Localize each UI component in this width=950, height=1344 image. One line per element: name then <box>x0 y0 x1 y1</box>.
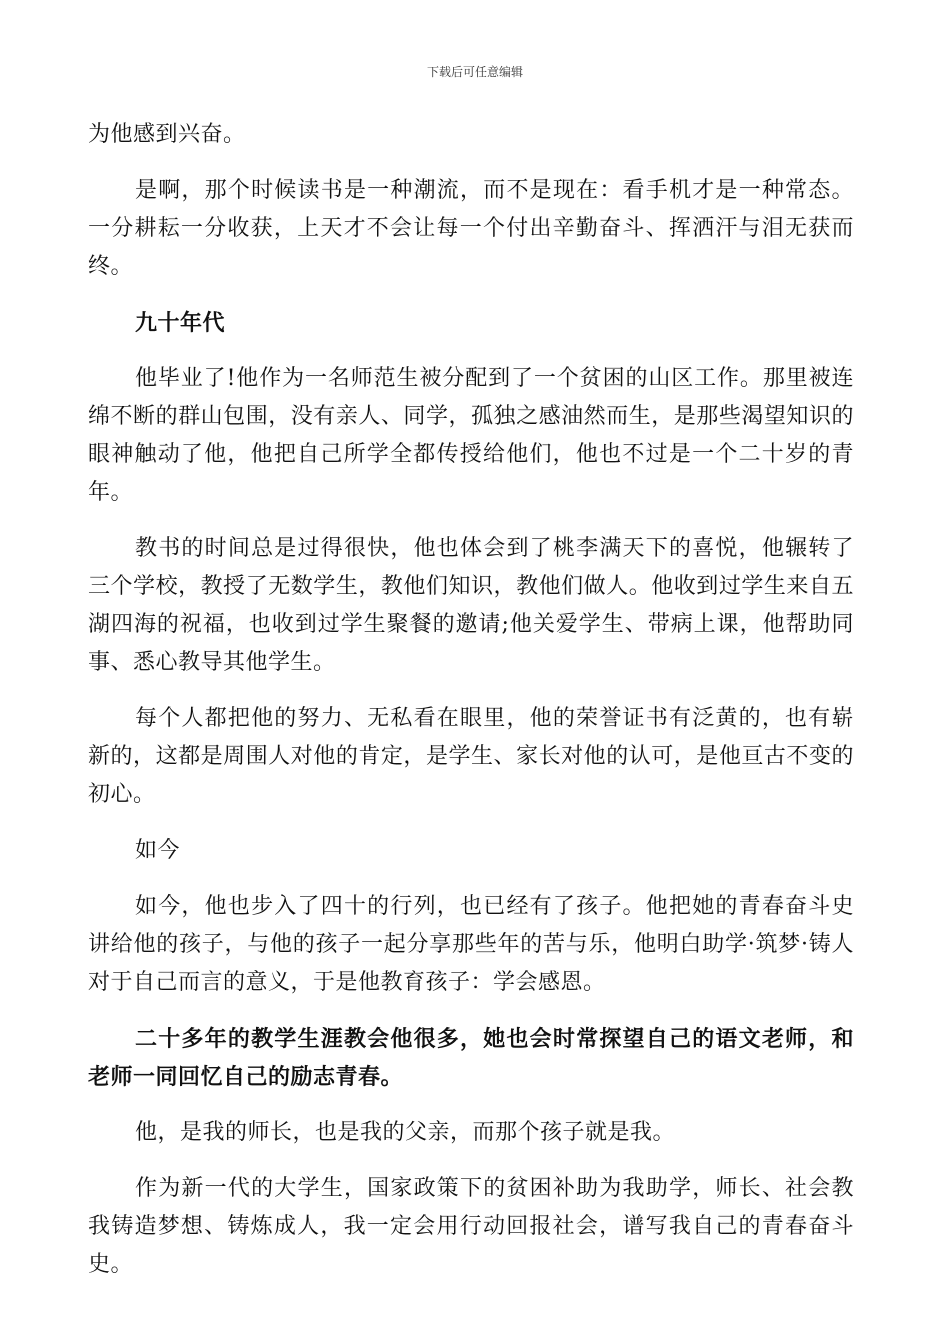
paragraph-reading-trend: 是啊，那个时候读书是一种潮流，而不是现在：看手机才是一种常态。一分耕耘一分收获，上天才不会让每一个付出辛勤奋斗、挥洒汗与泪无获而终。 <box>88 178 854 279</box>
page-header: 下载后可任意编辑 <box>426 65 523 79</box>
paragraph-nowadays: 如今，他也步入了四十的行列，也已经有了孩子。他把她的青春奋斗史讲给他的孩子，与他的孩子一起分享那些年的苦与乐，他明白助学·筑梦·铸人对于自己而言的意义，于是他教育孩子：学会感恩。 <box>88 894 854 995</box>
paragraph-continuation: 为他感到兴奋。 <box>88 122 246 147</box>
paragraph-graduation: 他毕业了!他作为一名师范生被分配到了一个贫困的山区工作。那里被连绵不断的群山包围，没有亲人、同学，孤独之感油然而生，是那些渴望知识的眼神触动了他，他把自己所学全都传授给他们，他也不过是一个二十岁的青年。 <box>88 366 854 505</box>
paragraph-teaching-career: 二十多年的教学生涯教会他很多，她也会时常探望自己的语文老师，和老师一同回忆自己的励志青春。 <box>88 1026 854 1090</box>
document-body <box>88 116 854 1302</box>
paragraph-father: 他，是我的师长，也是我的父亲，而那个孩子就是我。 <box>135 1120 676 1145</box>
paragraph-teaching-years: 教书的时间总是过得很快，他也体会到了桃李满天下的喜悦，他辗转了三个学校，教授了无数学生，教他们知识，教他们做人。他收到过学生来自五湖四海的祝福，也收到过学生聚餐的邀请;他关爱学生、带病上课，他帮助同事、悉心教导其他学生。 <box>88 536 854 675</box>
section-heading-nineties: 九十年代 <box>135 310 226 336</box>
section-heading-nowadays: 如今 <box>135 838 181 863</box>
paragraph-honors: 每个人都把他的努力、无私看在眼里，他的荣誉证书有泛黄的，也有崭新的，这都是周围人对他的肯定，是学生、家长对他的认可，是他亘古不变的初心。 <box>88 706 854 807</box>
paragraph-new-generation: 作为新一代的大学生，国家政策下的贫困补助为我助学，师长、社会教我铸造梦想、铸炼成人，我一定会用行动回报社会，谱写我自己的青春奋斗史。 <box>88 1176 854 1277</box>
